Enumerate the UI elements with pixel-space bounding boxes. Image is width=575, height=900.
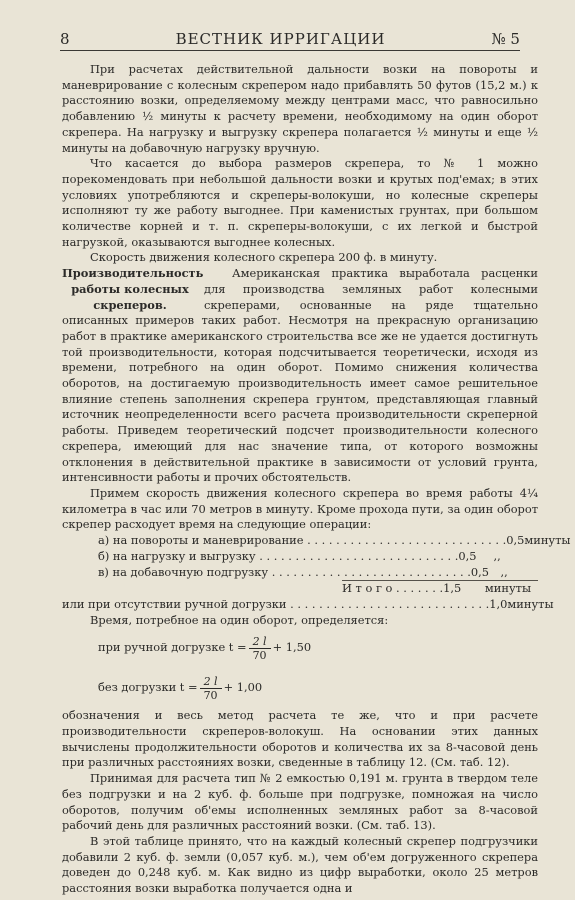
paragraph-9: В этой таблице принято, что на каждый колесный скрепер подгрузчики добавили 2 куб. ф. земли (0,057 куб. м.), чем об'ем догруженного скрепера доведен до 0,248 куб. м. Как видно из цифр выработки, около 25 метров расстояния возки выработка получается одна и (62, 833, 538, 896)
formula-suffix: + 1,50 (272, 640, 312, 655)
page-number: 8 (60, 30, 70, 48)
formula-suffix: + 1,00 (223, 680, 263, 695)
total-value: 1,5 (443, 581, 462, 596)
operations-without (62, 596, 554, 613)
fraction-numerator: 2 l (249, 635, 271, 649)
paragraph-1: При расчетах действительной дальности возки на повороты и маневрирование с колесным скрепером надо прибавлять 50 футов (15,2 м.) к расстоянию возки, определяемому между центрами масс, что равносильно добавлению ½ минуты к расчету времени, необходимому на один оборот скрепера. На нагрузку и выгрузку скрепера полагается ½ минуты и еще ½ минуты на добавочную нагрузку вручную. (62, 62, 538, 155)
operations-list (62, 533, 571, 613)
operation-label: в) на добавочную подгрузку . . . . . . . . . . . . . . . . . . . . . . . . . . . . (98, 564, 471, 579)
total-label: И т о г о . . . . . . . (342, 581, 444, 596)
formula-prefix: при ручной догрузке t = (98, 640, 247, 655)
formula-without-loading (62, 668, 538, 708)
paragraph-7: обозначения и весь метод расчета те же, что и при расчете производительности скреперов-волокуш. На основании этих данных вычислены продолжительности оборотов и количества их за 8-часовой день при различных расстояниях возки, сведенные в таблицу 12. (См. таб. 12). (62, 708, 538, 770)
paragraph-6: Время, потребное на один оборот, определяется: (90, 612, 389, 627)
page-header (60, 22, 520, 51)
operation-unit: минуты (524, 533, 571, 548)
operations-total (342, 580, 538, 597)
operation-value: 0,5 (506, 533, 525, 548)
operation-value: 0,5 (470, 564, 489, 579)
fraction-denominator: 70 (203, 688, 218, 702)
operation-row (62, 533, 571, 549)
paragraph-5: Примем скорость движения колесного скрепера во время работы 4¼ километра в час или 70 метров в минуту. Кроме прохода пути, за один оборот скрепер расходует время на следующие операции: (62, 485, 538, 532)
body-text (62, 62, 571, 897)
issue-number: № 5 (491, 30, 520, 48)
paragraph-4: Американская практика выработала расценки для производства земляных работ колесными скреперами, основанные на ряде тщательно описанных примеров таких работ. Несмотря на прекрасную организацию работ в практике американского строительства все же не удается достигнуть той производительности, которая подсчитывается теоретически, исходя из времени, потребного на один оборот. Помимо снижения количества оборотов, на достигаемую производительность имеет самое решительное влияние степень заполнения скрепера грунтом, представляющая главный источник неопределенности всего расчета производительности скреперной работы. Приведем теоретический подсчет производительности колесного скрепера, имеющий для нас значение типа, от которого возможны отклонения в действительной практике в зависимости от условий грунта, интенсивности работы и прочих обстоятельств. (62, 266, 538, 485)
formula-fraction (249, 635, 271, 662)
operation-row (62, 565, 538, 581)
without-label: или при отсутствии ручной догрузки . . . . . . . . . . . . . . . . . . . . . . . . . . . . (62, 596, 490, 611)
operation-unit: ,, (500, 564, 508, 579)
fraction-numerator: 2 l (200, 675, 222, 689)
total-unit: минуты (484, 581, 532, 596)
operation-label: а) на повороты и маневрирование . . . . . . . . . . . . . . . . . . . . . . . . . . . . (98, 533, 507, 548)
operation-value: 0,5 (458, 548, 477, 563)
formula-prefix: без догрузки t = (98, 680, 198, 695)
side-heading: Производительность работы колесных скреперов. (62, 266, 204, 312)
operation-row (62, 549, 538, 565)
paragraph-3: Скорость движения колесного скрепера 200 ф. в минуту. (90, 250, 438, 265)
without-unit: минуты (507, 596, 554, 611)
formula-fraction (200, 675, 222, 702)
operation-unit: ,, (493, 548, 501, 563)
paragraph-8: Принимая для расчета тип № 2 емкостью 0,191 м. грунта в твердом теле без подгрузки и на 2 куб. ф. больше при подгрузке, помножая на число оборотов, получим об'емы исполненных земляных работ за 8-часовой рабочий день для различных расстояний возки. (См. таб. 13). (62, 771, 538, 833)
formula-with-loading (62, 628, 538, 668)
without-value: 1,0 (489, 596, 508, 611)
journal-title: ВЕСТНИК ИРРИГАЦИИ (175, 30, 386, 48)
fraction-denominator: 70 (252, 648, 267, 662)
operation-label: б) на нагрузку и выгрузку . . . . . . . . . . . . . . . . . . . . . . . . . . . . (98, 548, 459, 563)
paragraph-2: Что касается до выбора размеров скрепера, то № 1 можно порекомендовать при небольшой дальности возки и крутых под'емах; в этих условиях употребляются и скреперы-волокуши, но колесные скреперы исполняют ту же работу выгоднее. При каменистых грунтах, при большом количестве корней и т. п. скреперы-волокуши, с их легкой и быстрой нагрузкой, оказываются выгоднее колесных. (62, 156, 538, 249)
